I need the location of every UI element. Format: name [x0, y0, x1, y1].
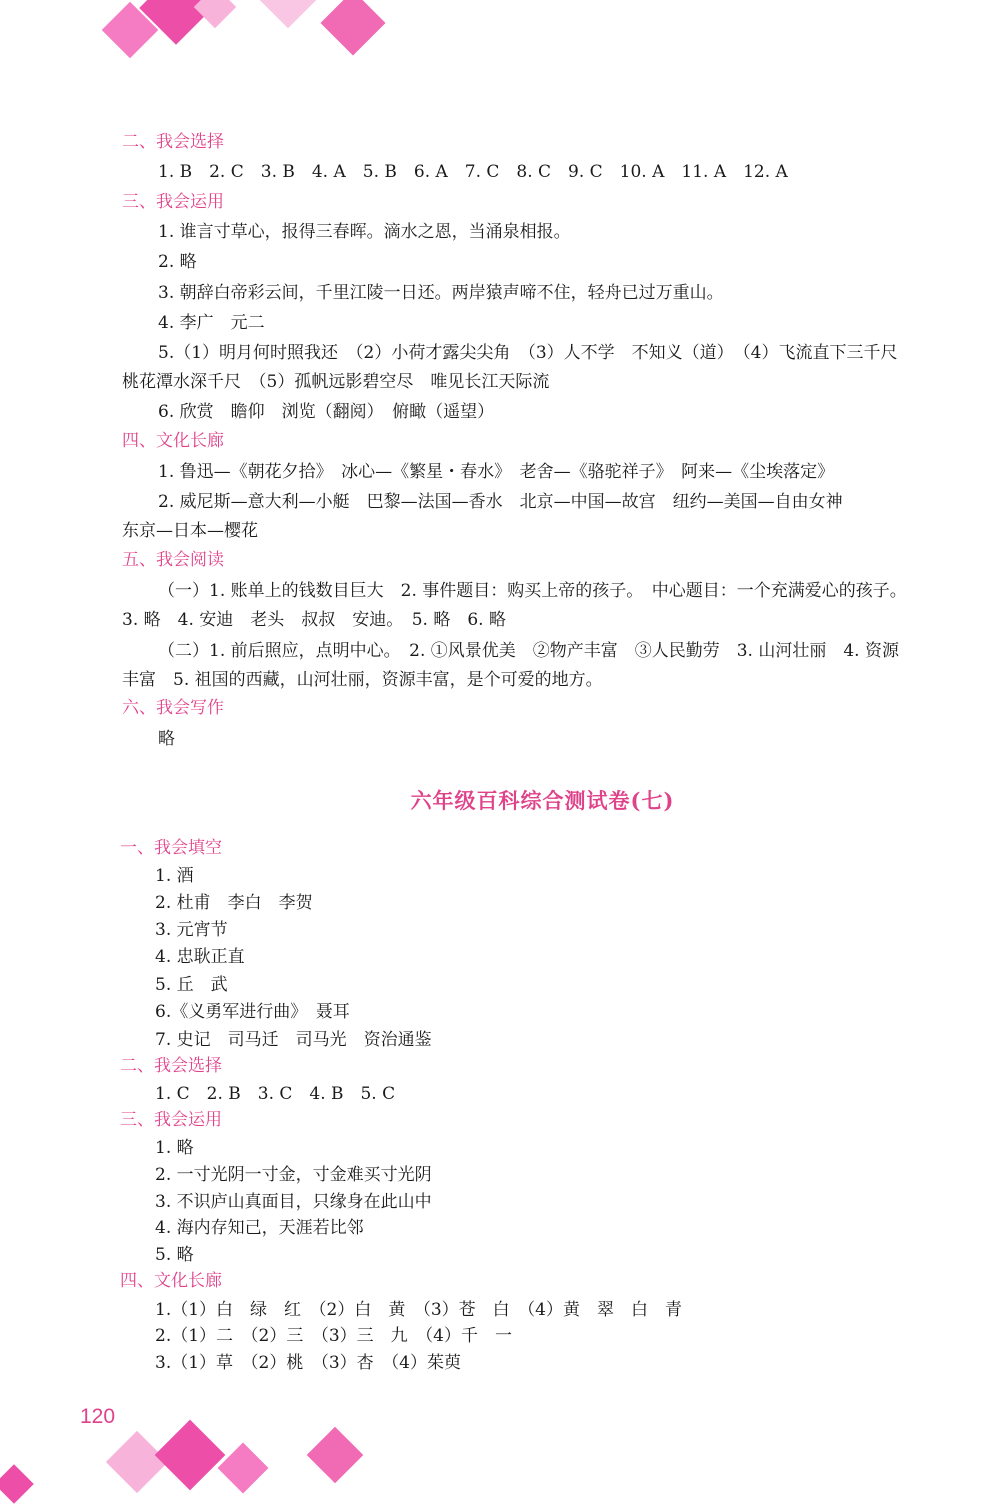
answer-line: 2.（1）二 （2）三 （3）三 九 （4）千 一	[155, 1326, 512, 1346]
answer-line: 2. 威尼斯—意大利—小艇 巴黎—法国—香水 北京—中国—故宫 纽约—美国—自由女神	[158, 492, 843, 512]
answer-line: 7. 史记 司马迁 司马光 资治通鉴	[155, 1030, 432, 1050]
section-heading: 三、我会运用	[120, 1110, 222, 1130]
answer-line: 桃花潭水深千尺 （5）孤帆远影碧空尽 唯见长江天际流	[122, 372, 550, 392]
answer-line: 5. 略	[155, 1245, 194, 1265]
page-number: 120	[80, 1405, 116, 1428]
answer-line: 4. 忠耿正直	[155, 947, 245, 967]
answer-line: 3.（1）草 （2）桃 （3）杏 （4）茱萸	[155, 1353, 461, 1373]
deco-square	[155, 1420, 226, 1491]
answer-line: 4. 海内存知己，天涯若比邻	[155, 1218, 364, 1238]
answer-line: 3. 朝辞白帝彩云间，千里江陵一日还。两岸猿声啼不住，轻舟已过万重山。	[158, 283, 724, 303]
bottom-decoration	[0, 1420, 400, 1497]
answer-line: 1. 略	[155, 1138, 194, 1158]
answer-line: 1. 酒	[155, 866, 194, 886]
top-decoration	[0, 0, 420, 80]
answer-line: 丰富 5. 祖国的西藏，山河壮丽，资源丰富，是个可爱的地方。	[122, 670, 603, 690]
section-heading: 六、我会写作	[122, 698, 224, 718]
section-heading: 五、我会阅读	[122, 550, 224, 570]
answer-line: 1. 谁言寸草心，报得三春晖。滴水之恩，当涌泉相报。	[158, 222, 571, 242]
answer-line: 1. 鲁迅—《朝花夕拾》 冰心—《繁星・春水》 老舍—《骆驼祥子》 阿来—《尘埃落定》	[158, 462, 835, 482]
deco-square	[0, 1464, 34, 1504]
section-heading: 四、文化长廊	[122, 431, 224, 451]
section-heading: 二、我会选择	[122, 132, 224, 152]
answer-line: 3. 元宵节	[155, 920, 228, 940]
answer-line: 2. 杜甫 李白 李贺	[155, 893, 313, 913]
answer-line: 6. 欣赏 瞻仰 浏览（翻阅） 俯瞰（遥望）	[158, 402, 495, 422]
answer-line: （二）1. 前后照应，点明中心。 2. ①风景优美 ②物产丰富 ③人民勤劳 3. 山河壮丽 4. 资源	[158, 641, 899, 661]
page-title: 六年级百科综合测试卷(七)	[410, 788, 675, 813]
answer-line: 6.《义勇军进行曲》 聂耳	[155, 1002, 350, 1022]
answer-line: 2. 一寸光阴一寸金，寸金难买寸光阴	[155, 1165, 432, 1185]
answer-line: 2. 略	[158, 252, 197, 272]
answer-line: （一）1. 账单上的钱数目巨大 2. 事件题目：购买上帝的孩子。 中心题目：一个充满爱心的孩子。	[158, 581, 907, 601]
answer-line: 东京—日本—樱花	[122, 521, 258, 541]
answer-line: 4. 李广 元二	[158, 313, 265, 333]
deco-square	[260, 0, 317, 28]
deco-square	[218, 1443, 269, 1494]
answer-line: 略	[158, 729, 175, 749]
deco-square	[320, 0, 385, 56]
answer-line: 3. 略 4. 安迪 老头 叔叔 安迪。 5. 略 6. 略	[122, 610, 506, 630]
deco-square	[106, 1431, 168, 1493]
section-heading: 一、我会填空	[120, 838, 222, 858]
answer-line: 1. C 2. B 3. C 4. B 5. C	[155, 1084, 396, 1104]
section-heading: 二、我会选择	[120, 1056, 222, 1076]
answer-line: 3. 不识庐山真面目，只缘身在此山中	[155, 1192, 432, 1212]
answer-line: 1.（1）白 绿 红 （2）白 黄 （3）苍 白 （4）黄 翠 白 青	[155, 1300, 682, 1320]
section-heading: 三、我会运用	[122, 192, 224, 212]
deco-square	[307, 1427, 364, 1484]
section-heading: 四、文化长廊	[120, 1271, 222, 1291]
deco-square	[194, 0, 236, 28]
answer-line: 5. 丘 武	[155, 975, 228, 995]
answer-line: 1. B 2. C 3. B 4. A 5. B 6. A 7. C 8. C 9. C 10. A 11. A 12. A	[158, 162, 788, 182]
answer-line: 5.（1）明月何时照我还 （2）小荷才露尖尖角 （3）人不学 不知义（道） （4）飞流直下三千尺	[158, 343, 898, 363]
